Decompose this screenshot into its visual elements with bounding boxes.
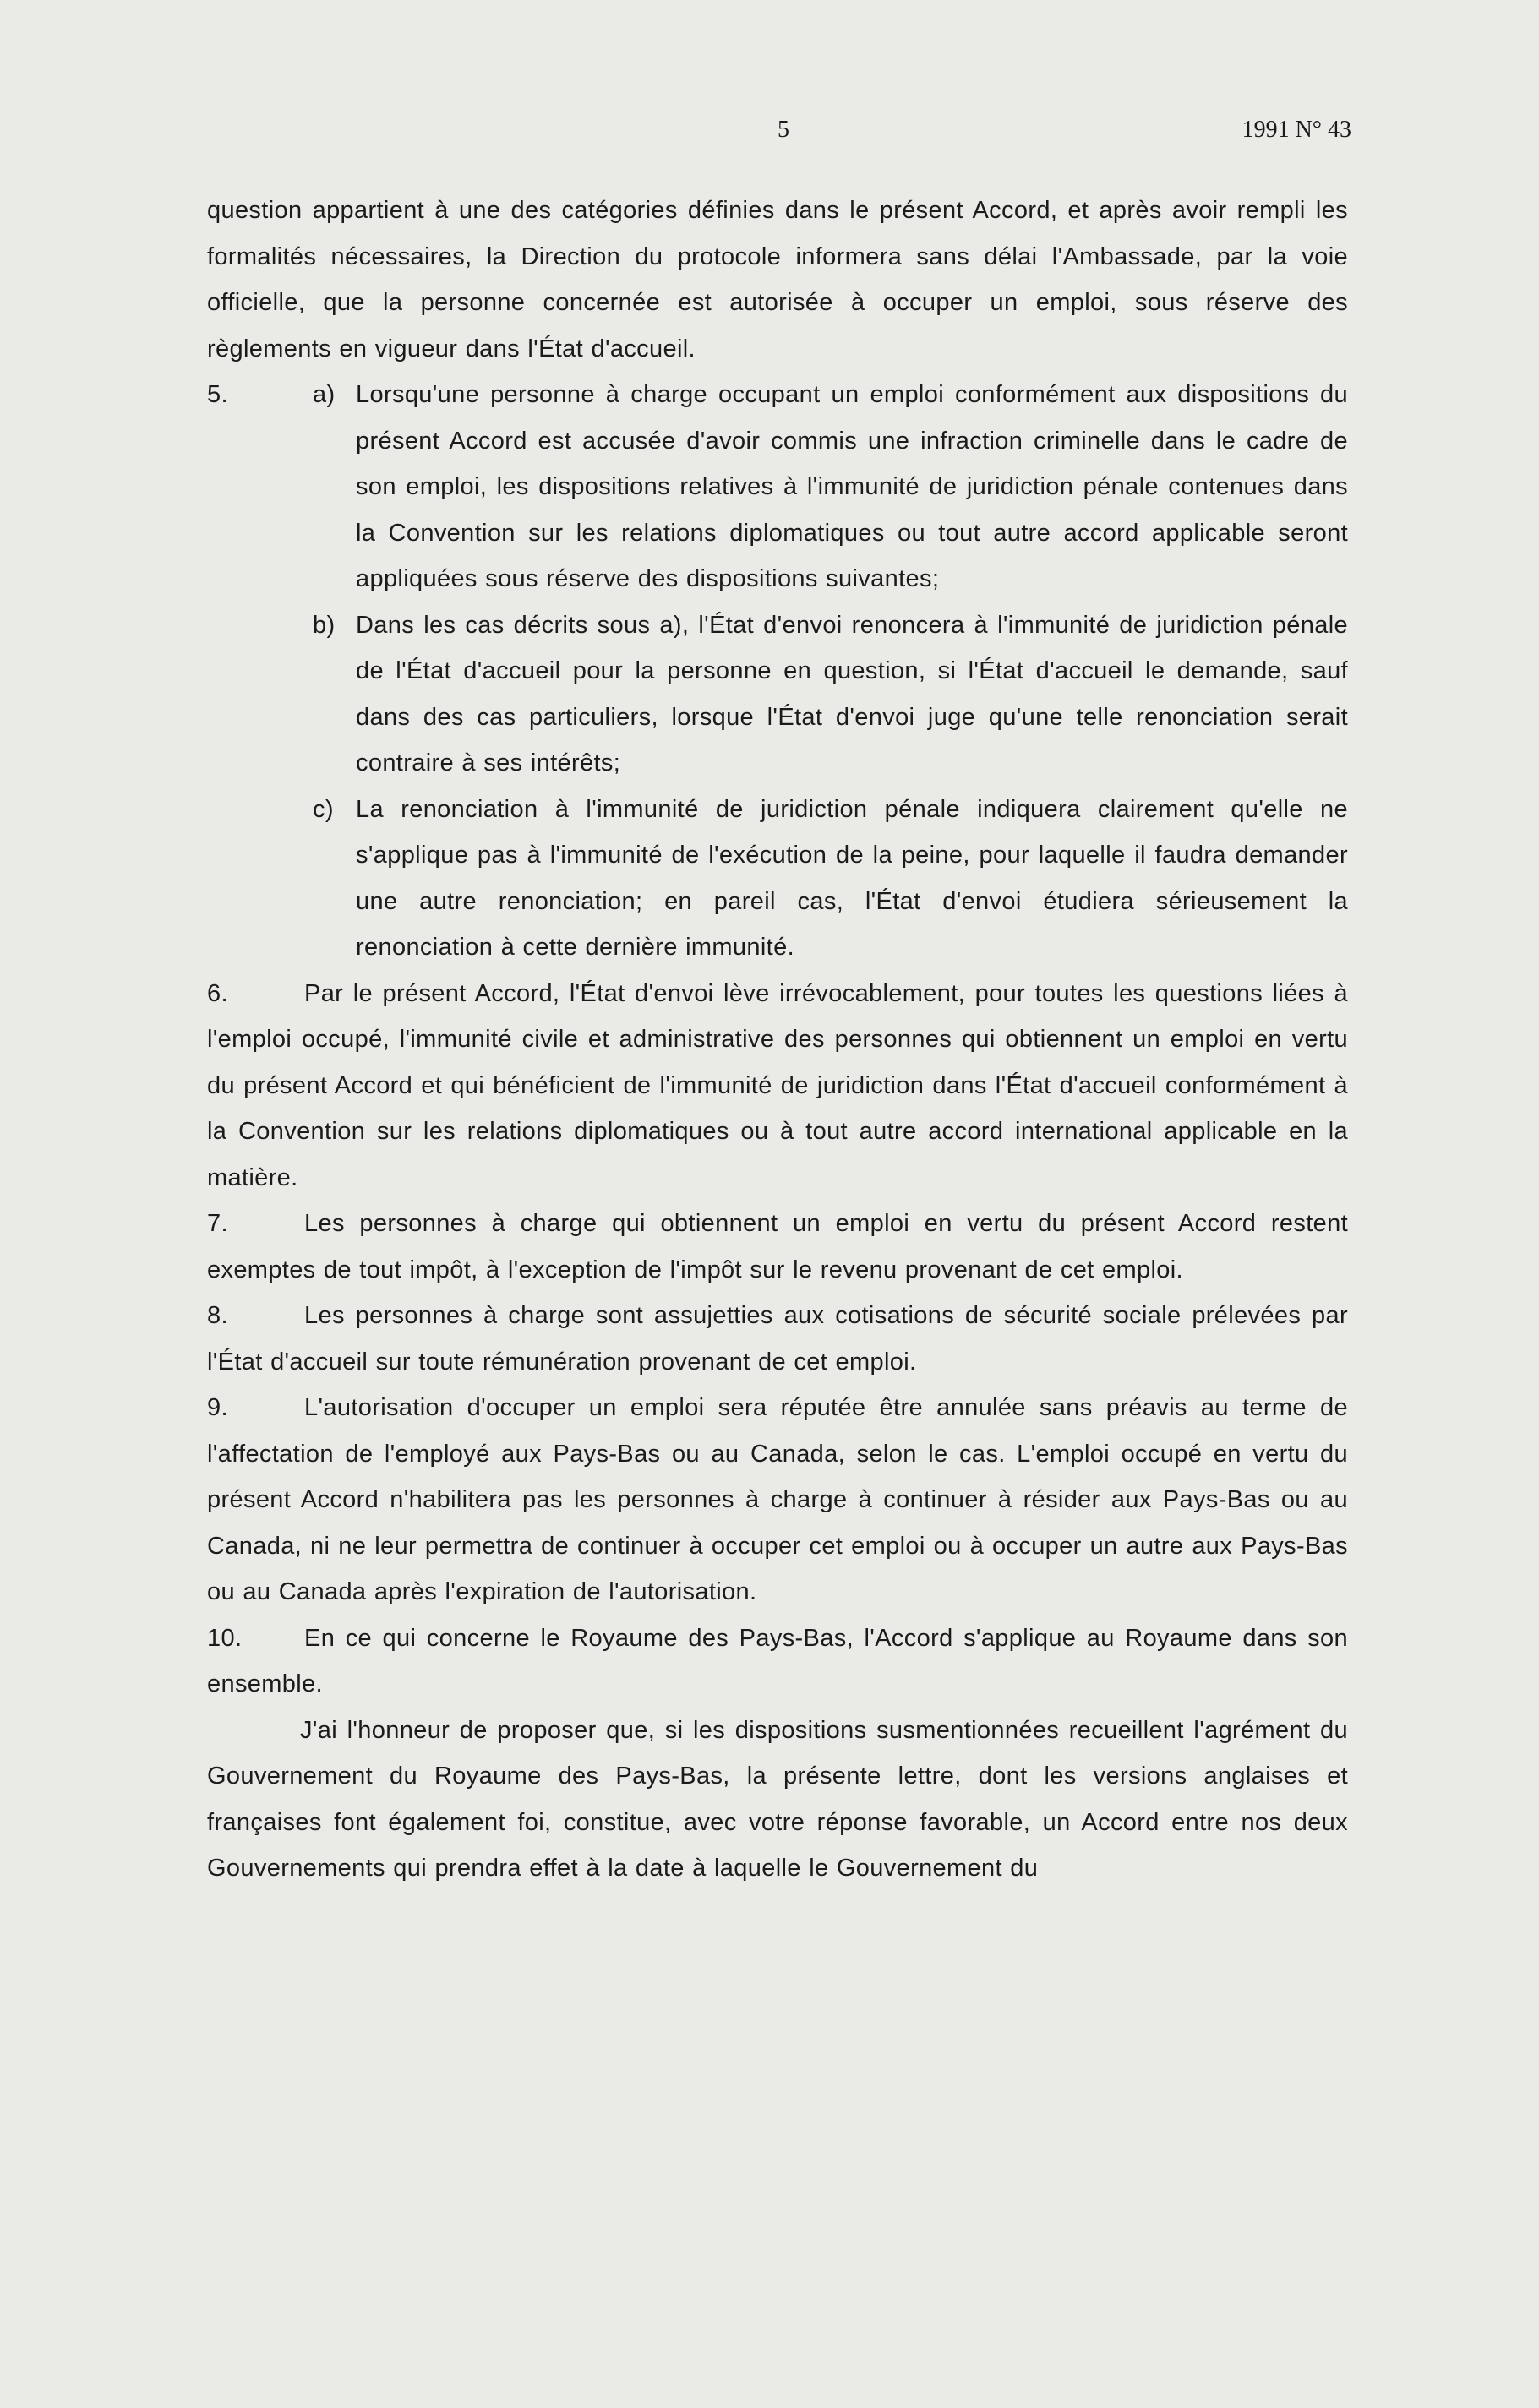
paragraph-8 bbox=[207, 1293, 1348, 1385]
paragraph-6 bbox=[207, 971, 1348, 1201]
intro-paragraph: question appartient à une des catégories définies dans le présent Accord, et après avoir rempli les formalités nécessaires, la Direction du protocole informera sans délai l'Ambassade, par la voie officielle, que la personne concernée est autorisée à occuper un emploi, sous réserve des règlements en vigueur dans l'État d'accueil. bbox=[207, 197, 1348, 362]
paragraph-number: 8. bbox=[207, 1302, 228, 1329]
section-5 bbox=[207, 372, 1348, 971]
section-5-item-c bbox=[207, 787, 1348, 971]
page-number: 5 bbox=[778, 117, 789, 143]
paragraph-text: Les personnes à charge qui obtiennent un emploi en vertu du présent Accord restent exemptes de tout impôt, à l'exception de l'impôt sur le revenu provenant de cet emploi. bbox=[207, 1210, 1348, 1283]
paragraph-number: 6. bbox=[207, 979, 228, 1007]
item-text: Lorsqu'une personne à charge occupant un emploi conformément aux dispositions du présent Accord est accusée d'avoir commis une infraction criminelle dans le cadre de son emploi, les dispositions relatives à l'immunité de juridiction pénale contenues dans la Convention sur les relations diplomatiques ou tout autre accord applicable seront appliquées sous réserve des dispositions suivantes; bbox=[356, 381, 1348, 592]
paragraph-10 bbox=[207, 1615, 1348, 1708]
paragraph-text: Les personnes à charge sont assujetties aux cotisations de sécurité sociale prélevées par l'État d'accueil sur toute rémunération provenant de cet emploi. bbox=[207, 1302, 1348, 1376]
letter-body bbox=[207, 188, 1348, 1892]
paragraph-number: 10. bbox=[207, 1624, 243, 1652]
paragraph-number: 9. bbox=[207, 1394, 228, 1421]
section-5-item-b bbox=[207, 602, 1348, 787]
section-number: 5. bbox=[207, 381, 228, 408]
paragraph-number: 7. bbox=[207, 1210, 228, 1237]
item-label: a) bbox=[313, 381, 336, 408]
document-reference: 1991 N° 43 bbox=[1242, 117, 1351, 143]
item-text: La renonciation à l'immunité de juridiction pénale indiquera clairement qu'elle ne s'applique pas à l'immunité de l'exécution de la peine, pour laquelle il faudra demander une autre renonciation; en pareil cas, l'État d'envoi étudiera sérieusement la renonciation à cette dernière immunité. bbox=[356, 795, 1348, 961]
paragraph-text: En ce qui concerne le Royaume des Pays-Bas, l'Accord s'applique au Royaume dans son ensemble. bbox=[207, 1624, 1348, 1697]
paragraph-9 bbox=[207, 1385, 1348, 1615]
paragraph-text: Par le présent Accord, l'État d'envoi lève irrévocablement, pour toutes les questions liées à l'emploi occupé, l'immunité civile et administrative des personnes qui obtiennent un emploi en vertu du présent Accord et qui bénéficient de l'immunité de juridiction dans l'État d'accueil conformément à la Convention sur les relations diplomatiques ou à tout autre accord international applicable en la matière. bbox=[207, 979, 1348, 1191]
paragraph-7 bbox=[207, 1201, 1348, 1293]
section-5-item-a bbox=[207, 372, 1348, 602]
item-label: c) bbox=[313, 795, 334, 823]
item-text: Dans les cas décrits sous a), l'État d'envoi renoncera à l'immunité de juridiction pénale de l'État d'accueil pour la personne en question, si l'État d'accueil le demande, sauf dans des cas particuliers, lorsque l'État d'envoi juge qu'une telle renonciation serait contraire à ses intérêts; bbox=[356, 611, 1348, 776]
item-label: b) bbox=[313, 611, 336, 639]
running-header bbox=[0, 117, 1539, 150]
paragraph-text: L'autorisation d'occuper un emploi sera réputée être annulée sans préavis au terme de l'affectation de l'employé aux Pays-Bas ou au Canada, selon le cas. L'emploi occupé en vertu du présent Accord n'habilitera pas les personnes à charge à continuer à résider aux Pays-Bas ou au Canada, ni ne leur permettra de continuer à occuper cet emploi ou à occuper un autre aux Pays-Bas ou au Canada après l'expiration de l'autorisation. bbox=[207, 1394, 1348, 1605]
closing-paragraph: J'ai l'honneur de proposer que, si les dispositions susmentionnées recueillent l'agrément du Gouvernement du Royaume des Pays-Bas, la présente lettre, dont les versions anglaises et françaises font également foi, constitue, avec votre réponse favorable, un Accord entre nos deux Gouvernements qui prendra effet à la date à laquelle le Gouvernement du bbox=[207, 1716, 1348, 1882]
